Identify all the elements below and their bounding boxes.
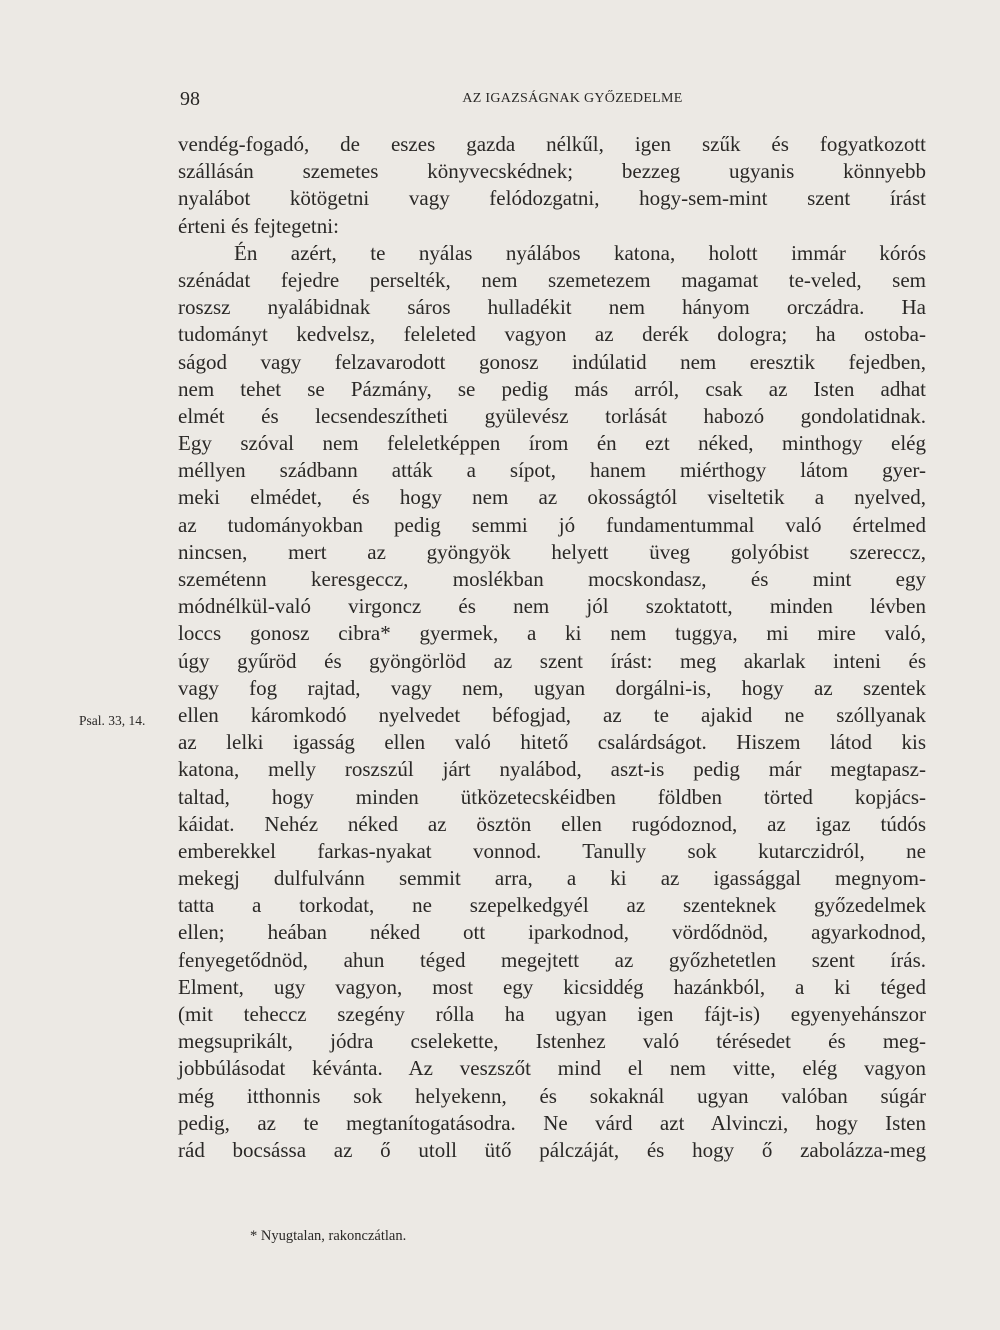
text-line: úgy gyűröd és gyöngörlöd az szent írást: meg akarlak inteni és: [178, 648, 926, 673]
text-line: vendég-fogadó, de eszes gazda nélkűl, igen szűk és fogyatkozott: [178, 132, 926, 156]
text-line: káidat. Nehéz néked az ösztön ellen rugódoznod, az igaz túdós: [178, 811, 926, 836]
text-line: megsuprikált, jódra cselekette, Istenhez való térésedet és meg-: [178, 1029, 926, 1054]
text-line: érteni és fejtegetni:: [178, 213, 339, 238]
text-line: katona, melly roszszúl járt nyalábod, aszt-is pedig már megtapasz-: [178, 757, 926, 782]
text-line: pedig, az te megtanítogatásodra. Ne várd azt Alvinczi, hogy Isten: [178, 1110, 926, 1135]
text-line: szénádat fejedre perselték, nem szemetezem magamat te-veled, sem: [178, 267, 926, 292]
page-number: 98: [180, 88, 200, 110]
text-line: nyalábot kötögetni vagy felódozgatni, hogy-sem-mint szent írást: [178, 186, 926, 211]
text-line: méllyen szádbann atták a sípot, hanem miérthogy látom gyer-: [178, 458, 926, 483]
text-line: az lelki igasság ellen való hitető csalárdságot. Hiszem látod kis: [178, 730, 926, 755]
page-header: [180, 88, 925, 112]
text-line: emberekkel farkas-nyakat vonnod. Tanully sok kutarczidról, ne: [178, 838, 926, 863]
text-line: szemétenn keresgeccz, moslékban mocskondasz, és mint egy: [178, 567, 926, 591]
text-line: taltad, hogy minden ütközetecskéidben földben törted kopjács-: [178, 784, 926, 809]
text-line: (mit teheccz szegény rólla ha ugyan igen fájt-is) egyenyehánszor: [178, 1002, 926, 1026]
text-line: mekegj dulfulvánn semmit arra, a ki az igassággal megnyom-: [178, 866, 926, 891]
text-line: fenyegetődnöd, ahun téged megejtett az győzhetetlen szent írás.: [178, 947, 926, 972]
text-line: még itthonnis sok helyekenn, és sokaknál ugyan valóban súgár: [178, 1083, 926, 1108]
text-line: ellen; heában néked ott iparkodnod, vördődnöd, agyarkodnod,: [178, 920, 926, 945]
text-line: vagy fog rajtad, vagy nem, ugyan dorgálni-is, hogy az szentek: [178, 675, 926, 700]
margin-note: Psal. 33, 14.: [79, 713, 146, 728]
text-line: Egy szóval nem feleletképpen írom én ezt néked, minthogy elég: [178, 431, 926, 456]
text-line: elmét és lecsendeszítheti gyülevész torlását habozó gondolatidnak.: [178, 403, 926, 428]
text-line: nem tehet se Pázmány, se pedig más arról, csak az Isten adhat: [178, 376, 926, 401]
text-line: nincsen, mert az gyöngyök helyett üveg golyóbist szereccz,: [178, 539, 926, 564]
text-line: roszsz nyalábidnak sáros hulladékit nem hányom orczádra. Ha: [178, 295, 926, 320]
text-line: tudományt kedvelsz, feleleted vagyon az derék dologra; ha ostoba-: [178, 322, 926, 347]
text-line: meki elmédet, és hogy nem az okosságtól viseltetik a nyelved,: [178, 485, 926, 510]
text-line: az tudományokban pedig semmi jó fundamentummal való értelmed: [178, 512, 926, 537]
text-line: Elment, ugy vagyon, most egy kicsiddég hazánkból, a ki téged: [178, 974, 926, 999]
body-text: [178, 131, 926, 1164]
text-line: tatta a torkodat, ne szepelkedgyél az szenteknek győzedelmek: [178, 893, 926, 918]
text-line: szállásán szemetes könyvecskédnek; bezzeg ugyanis könnyebb: [178, 159, 926, 184]
text-line: jobbúlásodat kévánta. Az veszszőt mind el nem vitte, elég vagyon: [178, 1056, 926, 1081]
text-line: loccs gonosz cibra* gyermek, a ki nem tuggya, mi mire való,: [178, 621, 926, 646]
text-line: ellen káromkodó nyelvedet béfogjad, az te ajakid ne szóllyanak: [178, 702, 926, 727]
text-line: rád bocsássa az ő utoll ütő pálczáját, és hogy ő zabolázza-meg: [178, 1137, 926, 1162]
text-line: módnélkül-való virgoncz és nem jól szoktatott, minden lévben: [178, 594, 926, 619]
text-line: ságod vagy felzavarodott gonosz indúlatid nem eresztik fejedben,: [178, 349, 926, 374]
footnote: * Nyugtalan, rakonczátlan.: [250, 1228, 407, 1244]
running-title: AZ IGAZSÁGNAK GYŐZEDELME: [462, 91, 683, 106]
text-line: Én azért, te nyálas nyálábos katona, holott immár kórós: [234, 240, 926, 265]
